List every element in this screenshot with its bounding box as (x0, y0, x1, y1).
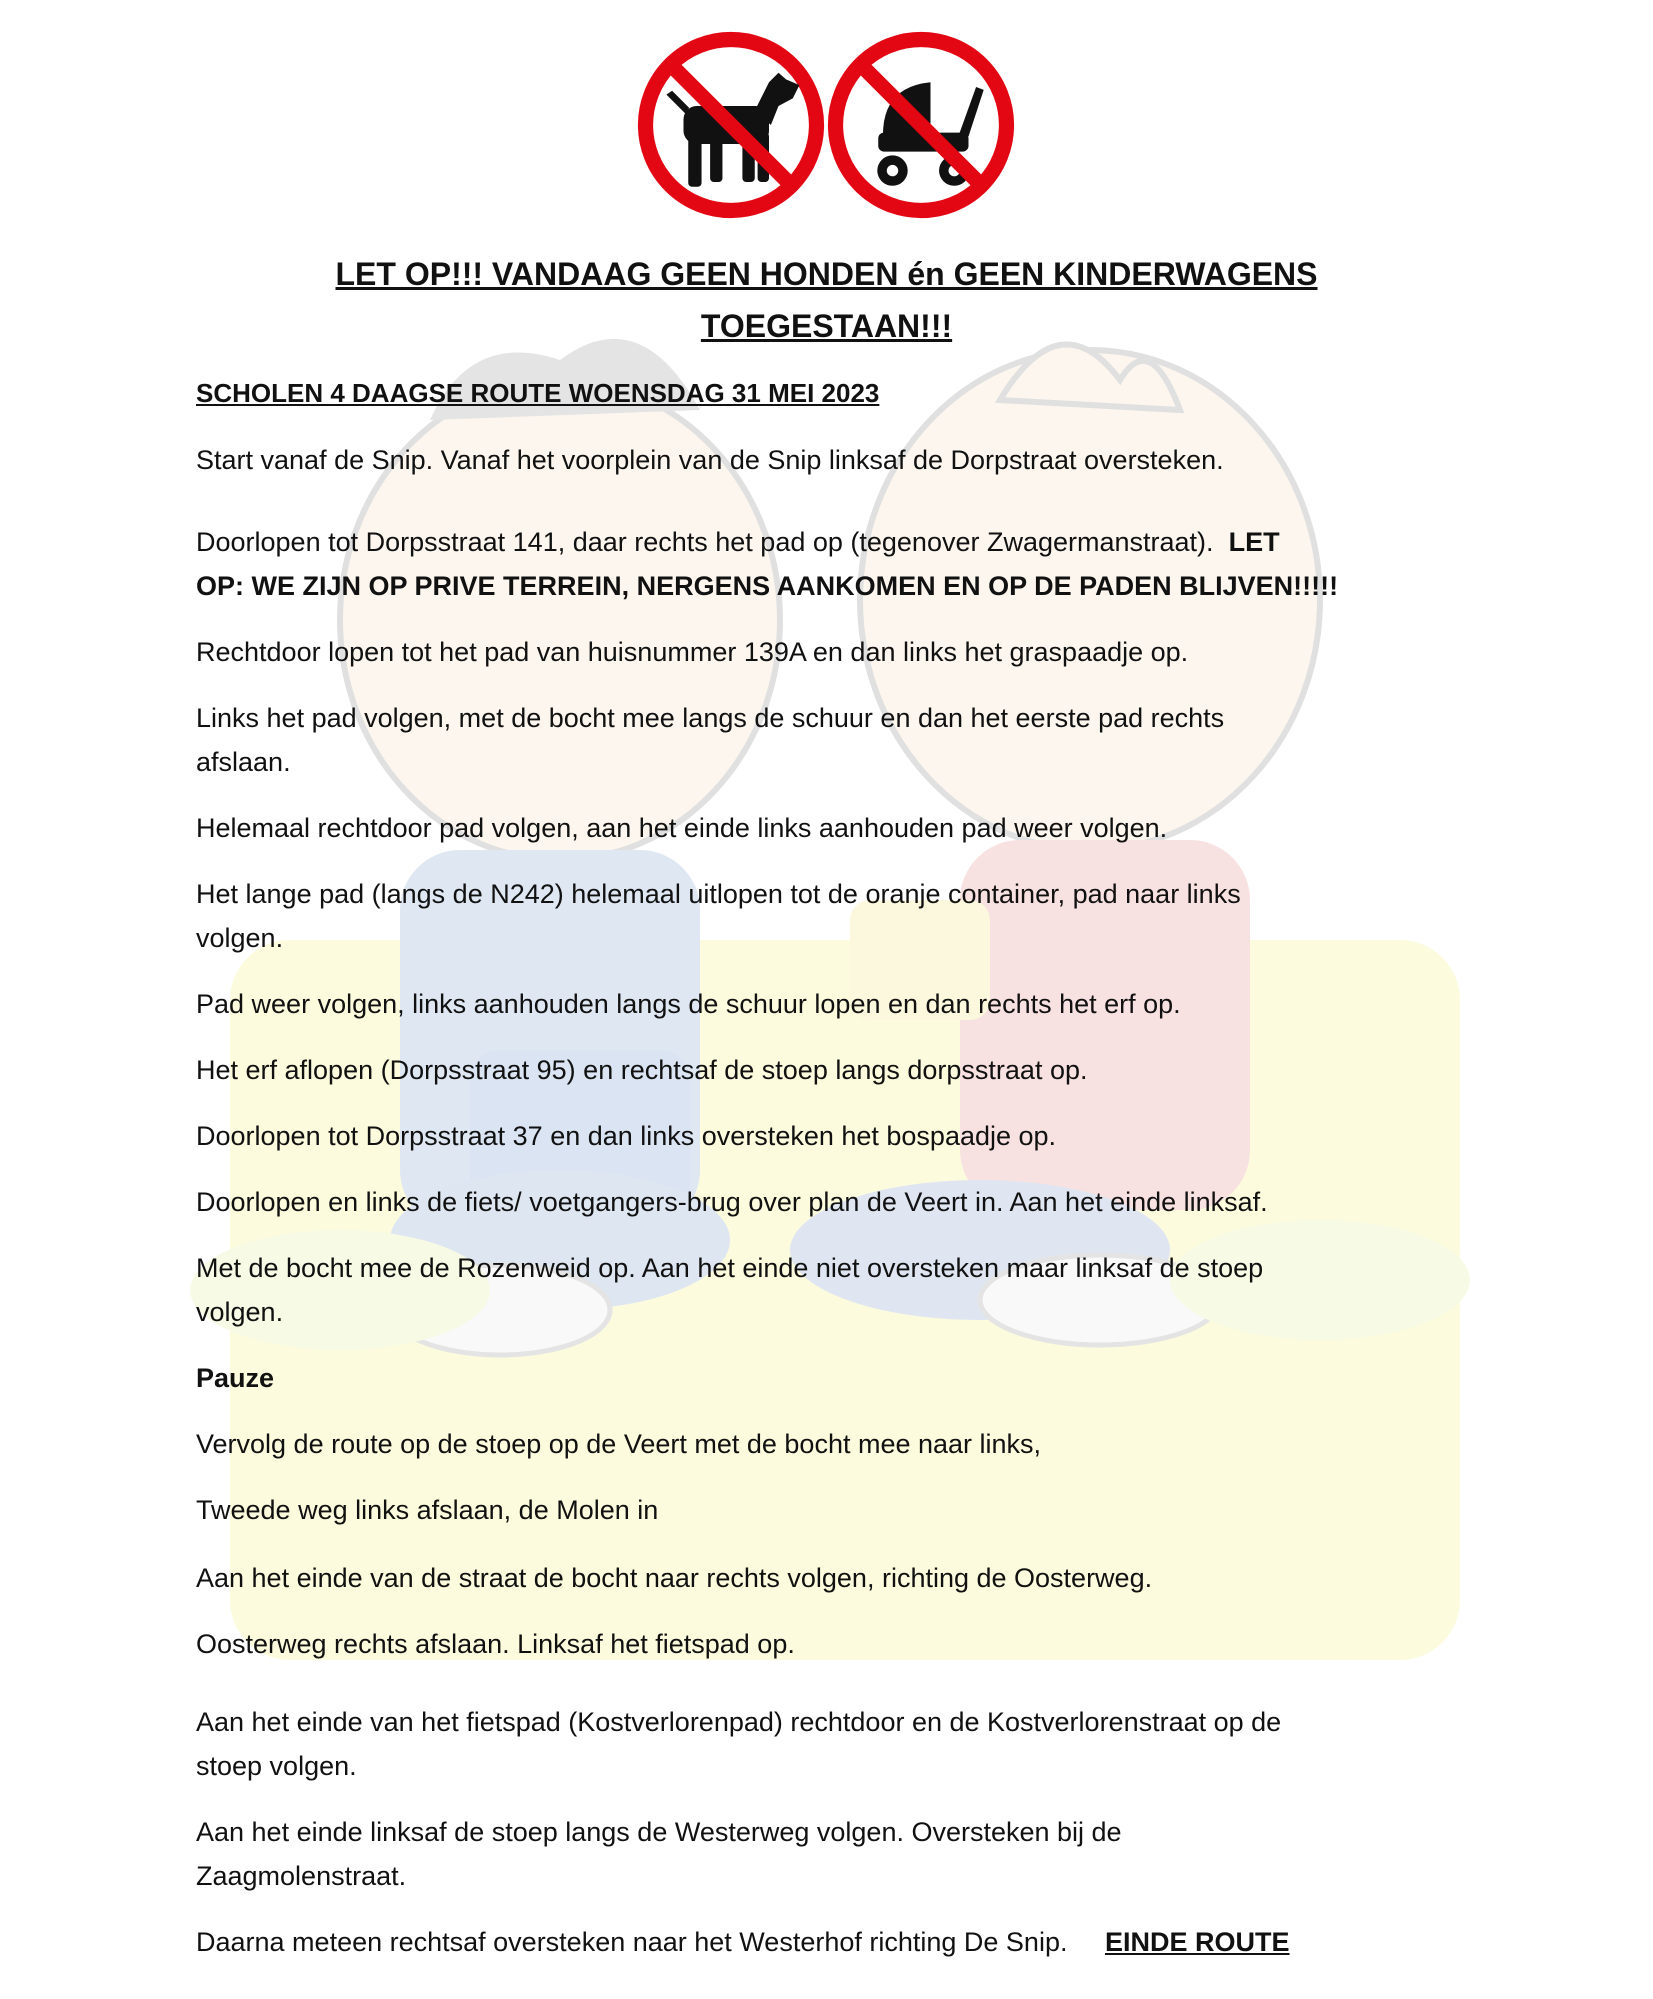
step-7: Pad weer volgen, links aanhouden langs de schuur lopen en dan rechts het erf op. (196, 989, 1181, 1019)
step-14: Aan het einde van de straat de bocht naar rechts volgen, richting de Oosterweg. (196, 1563, 1153, 1593)
warning-line-1: LET OP!!! VANDAAG GEEN HONDEN én GEEN KINDERWAGENS (335, 256, 1318, 292)
step-2-warning-start: LET (1228, 527, 1280, 557)
step-6-line-2: volgen. (196, 923, 284, 953)
step-18 (196, 1920, 1456, 1964)
step-4 (196, 696, 1456, 784)
step-5: Helemaal rechtdoor pad volgen, aan het einde links aanhouden pad weer volgen. (196, 813, 1168, 843)
step-4-line-2: afslaan. (196, 747, 291, 777)
step-1: Start vanaf de Snip. Vanaf het voorplein van de Snip linksaf de Dorpstraat oversteken. (196, 445, 1224, 475)
step-17 (196, 1810, 1456, 1898)
route-title: SCHOLEN 4 DAAGSE ROUTE WOENSDAG 31 MEI 2023 (196, 378, 880, 408)
step-16-line-2: stoep volgen. (196, 1751, 357, 1781)
step-17-line-2: Zaagmolenstraat. (196, 1861, 407, 1891)
step-10: Doorlopen en links de fiets/ voetgangers-brug over plan de Veert in. Aan het einde linksaf. (196, 1187, 1268, 1217)
step-16 (196, 1700, 1456, 1788)
step-6-line-1: Het lange pad (langs de N242) helemaal uitlopen tot de oranje container, pad naar links (196, 879, 1241, 909)
step-9: Doorlopen tot Dorpsstraat 37 en dan links oversteken het bospaadje op. (196, 1121, 1057, 1151)
step-3: Rechtdoor lopen tot het pad van huisnummer 139A en dan links het graspaadje op. (196, 637, 1189, 667)
step-4-line-1: Links het pad volgen, met de bocht mee langs de schuur en dan het eerste pad rechts (196, 703, 1225, 733)
step-2-warning: OP: WE ZIJN OP PRIVE TERREIN, NERGENS AANKOMEN EN OP DE PADEN BLIJVEN!!!!! (196, 571, 1339, 601)
step-15: Oosterweg rechts afslaan. Linksaf het fietspad op. (196, 1629, 795, 1659)
step-2-text: Doorlopen tot Dorpsstraat 141, daar rechts het pad op (tegenover Zwagermanstraat). (196, 527, 1214, 557)
step-12: Vervolg de route op de stoep op de Veert met de bocht mee naar links, (196, 1429, 1042, 1459)
prohibition-signs (0, 30, 1653, 220)
no-dogs-sign-icon (636, 30, 826, 220)
step-11 (196, 1246, 1456, 1334)
no-strollers-sign-icon (826, 30, 1016, 220)
step-11-line-2: volgen. (196, 1297, 284, 1327)
step-17-line-1: Aan het einde linksaf de stoep langs de Westerweg volgen. Oversteken bij de (196, 1817, 1122, 1847)
step-6 (196, 872, 1456, 960)
warning-line-2: TOEGESTAAN!!! (700, 308, 953, 344)
step-13: Tweede weg links afslaan, de Molen in (196, 1495, 659, 1525)
pause-label: Pauze (196, 1363, 275, 1393)
step-18-text: Daarna meteen rechtsaf oversteken naar het Westerhof richting De Snip. (196, 1927, 1068, 1957)
step-16-line-1: Aan het einde van het fietspad (Kostverlorenpad) rechtdoor en de Kostverlorenstraat op de (196, 1707, 1282, 1737)
step-8: Het erf aflopen (Dorpsstraat 95) en rechtsaf de stoep langs dorpsstraat op. (196, 1055, 1088, 1085)
step-2 (196, 520, 1456, 608)
warning-heading (160, 248, 1493, 352)
step-11-line-1: Met de bocht mee de Rozenweid op. Aan het einde niet oversteken maar linksaf de stoep (196, 1253, 1264, 1283)
end-route-label: EINDE ROUTE (1104, 1927, 1290, 1957)
